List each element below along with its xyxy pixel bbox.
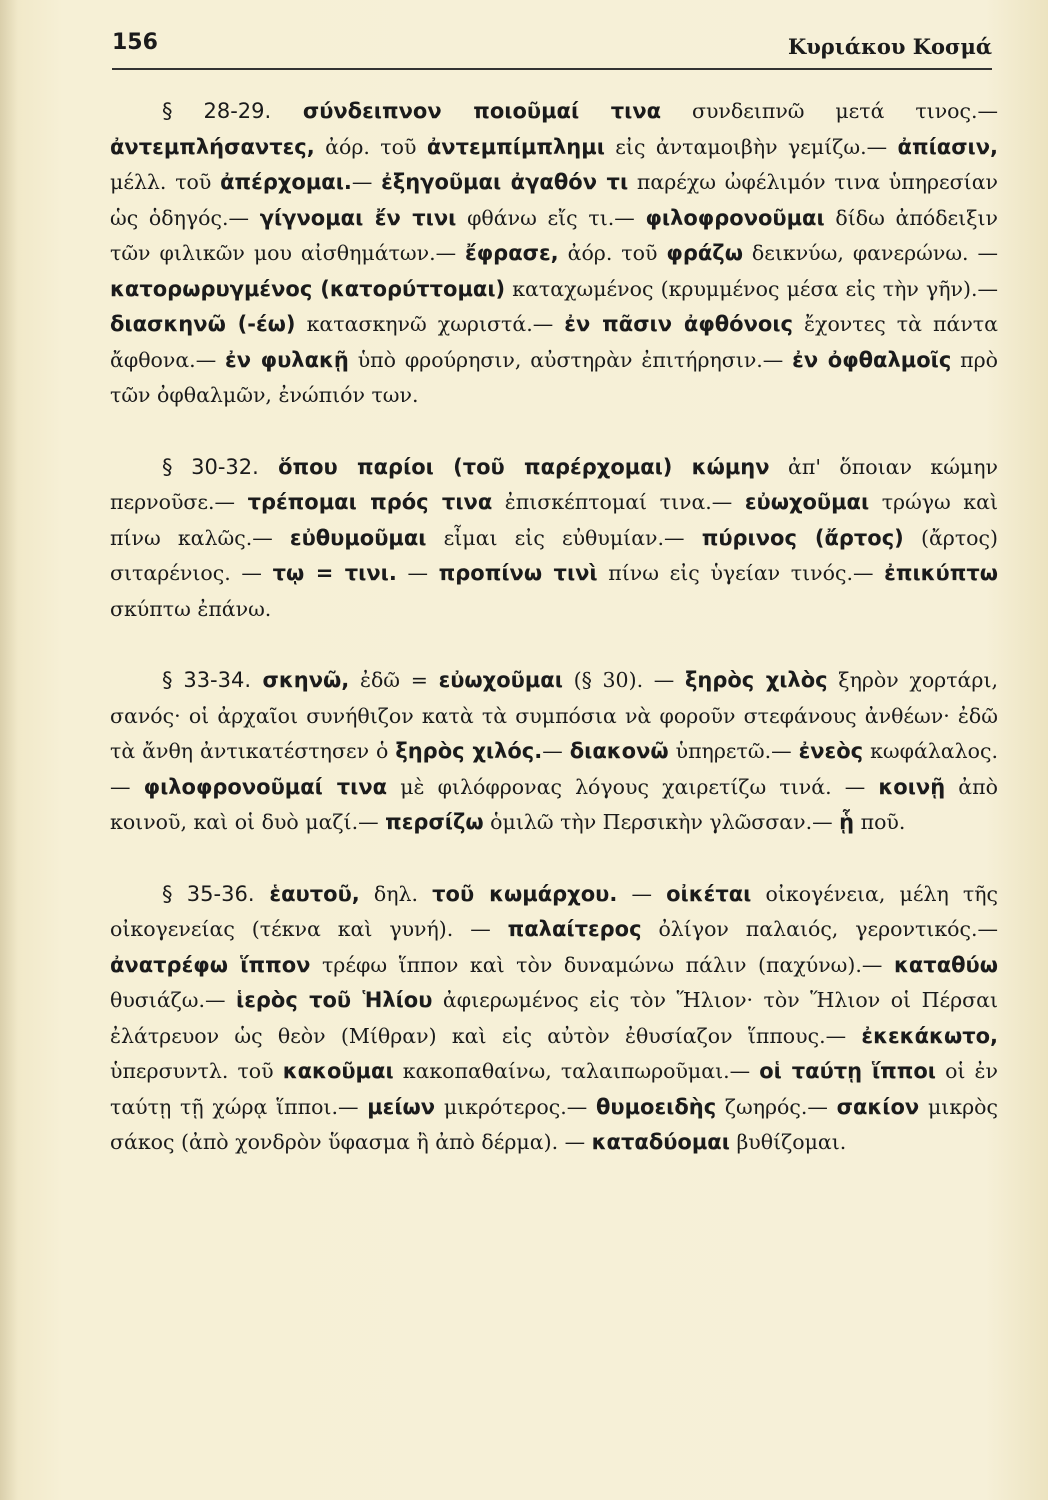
gloss-text: ὀλίγον παλαιός, γεροντικός.— <box>641 917 998 941</box>
gloss-text: ὑπὸ φρούρησιν, αὐστηρὰν ἐπιτήρησιν.— <box>348 347 793 372</box>
paragraph-28-29 <box>110 94 998 414</box>
gloss-text: μὲ φιλόφρονας λόγους χαιρετίζω τινά. — <box>387 774 879 799</box>
lemma-term: ξηρὸς χιλὸς <box>684 668 828 692</box>
gloss-text: μικρότερος.— <box>435 1094 596 1119</box>
lemma-term: φράζω <box>666 241 743 265</box>
lemma-term: ἐκεκάκωτο, <box>861 1023 998 1048</box>
lemma-term: σύνδειπνον ποιοῦμαί τινα <box>271 99 662 123</box>
gloss-text: πίνω εἰς ὑγείαν τινός.— <box>597 561 885 585</box>
lemma-term: οἰκέται <box>666 881 752 906</box>
lemma-term: ἔφρασε, <box>465 241 559 265</box>
gloss-text: ὑπηρετῶ.— <box>668 739 799 763</box>
gloss-text: τρέφω ἵππον καὶ τὸν δυναμώνω πάλιν (παχύνω).— <box>310 952 894 977</box>
lemma-term: ἐξηγοῦμαι ἀγαθόν τι <box>381 170 629 194</box>
lemma-term: παλαίτερος <box>507 917 642 941</box>
gloss-text: μικρὸς σάκος (ἀπὸ χονδρὸν ὕφασμα ἢ ἀπὸ δέρμα). — <box>110 1094 999 1154</box>
paragraph-35-36 <box>110 877 998 1161</box>
lemma-term: οἱ ταύτῃ ἵπποι <box>759 1059 936 1083</box>
gloss-text: ἀόρ. τοῦ <box>314 134 427 159</box>
gloss-text: ἐπισκέπτομαί τινα.— <box>492 490 745 514</box>
gloss-text: κακοπαθαίνω, ταλαιπωροῦμαι.— <box>393 1059 760 1083</box>
section-ref: § 35-36. <box>162 881 255 906</box>
gloss-text: — <box>351 170 382 194</box>
lemma-term: ἀντεμπίμπλημι <box>426 134 605 159</box>
lemma-term: κακοῦμαι <box>282 1059 394 1083</box>
lemma-term: ἐπικύπτω <box>884 561 999 585</box>
lemma-term: ᾗ <box>839 810 855 834</box>
gloss-text: ὁμιλῶ τὴν Περσικὴν γλῶσσαν.— <box>483 810 840 834</box>
lemma-term: ἀπίασιν, <box>897 134 999 159</box>
lemma-term: θυμοειδὴς <box>595 1094 717 1119</box>
gloss-text: ξηρὸν χορτάρι, σανός· οἱ ἀρχαῖοι συνήθιζον κατὰ τὰ συμπόσια νὰ φοροῦν στεφάνους ἀνθέων· ἐδῶ τὰ ἄνθη ἀντικατέστησεν ὁ <box>110 668 999 763</box>
lemma-term: κοινῇ <box>878 774 946 799</box>
gloss-text: εἶμαι εἰς εὐθυμίαν.— <box>426 525 702 550</box>
page-header <box>112 28 992 70</box>
lemma-term: σακίον <box>836 1094 920 1119</box>
lemma-term: φιλοφρονοῦμαί τινα <box>143 774 388 799</box>
gloss-text: — <box>396 561 439 585</box>
commentary-text <box>110 94 998 1161</box>
running-head: Κυριάκου Κοσμά <box>787 34 992 59</box>
gloss-text: οἰκογένεια, μέλη τῆς οἰκογενείας (τέκνα καὶ γυνή). — <box>110 881 998 941</box>
gloss-text: τρώγω καὶ πίνω καλῶς.— <box>110 490 998 550</box>
gloss-text: μέλλ. τοῦ <box>110 170 221 194</box>
lemma-term: προπίνω τινὶ <box>438 561 598 585</box>
gloss-text: ποῦ. <box>854 810 906 834</box>
gloss-text: κωφάλαλος. — <box>110 739 998 799</box>
gloss-text: δίδω ἀπόδειξιν τῶν φιλικῶν μου αἰσθημάτων.— <box>110 205 998 265</box>
gloss-text: δεικνύω, φανερώνω. — <box>742 241 999 265</box>
gloss-text: ἀπ' ὅποιαν κώμην περνοῦσε.— <box>110 454 998 514</box>
lemma-term: τῳ = τινι. <box>272 561 397 585</box>
lemma-term: καταδύομαι <box>591 1130 730 1154</box>
gloss-text: κατασκηνῶ χωριστά.— <box>295 312 565 336</box>
lemma-term: εὐθυμοῦμαι <box>289 525 427 550</box>
lemma-term: ὅπου παρίοι (τοῦ παρέρχομαι) κώμην <box>258 454 770 479</box>
gloss-text: οἱ ἐν ταύτῃ τῇ χώρᾳ ἵπποι.— <box>110 1059 999 1119</box>
lemma-term: εὐωχοῦμαι <box>438 668 563 692</box>
lemma-term: ἱερὸς τοῦ Ἡλίου <box>236 988 433 1012</box>
lemma-term: διασκηνῶ (-έω) <box>110 312 296 336</box>
lemma-term: περσίζω <box>385 810 484 834</box>
lemma-term: γίγνομαι ἔν τινι <box>259 205 457 230</box>
gloss-text: πρὸ τῶν ὀφθαλμῶν, ἐνώπιόν των. <box>110 347 998 407</box>
page-gutter-shadow <box>0 0 18 1500</box>
gloss-text: ἀπὸ κοινοῦ, καὶ οἱ δυὸ μαζί.— <box>110 774 998 834</box>
gloss-text: εἰς ἀνταμοιβὴν γεμίζω.— <box>604 134 898 159</box>
gloss-text: συνδειπνῶ μετά τινος.— <box>661 99 999 123</box>
paragraph-30-32 <box>110 450 998 628</box>
lemma-term: καταθύω <box>893 952 998 977</box>
gloss-text: ἀφιερωμένος εἰς τὸν Ἥλιον· τὸν Ἥλιον οἱ Πέρσαι ἐλάτρευον ὡς θεὸν (Μίθραν) καὶ εἰς αὐτὸν ἐθυσίαζον ἵππους.— <box>110 988 998 1048</box>
gloss-text: (ἄρτος) σιταρένιος. — <box>110 525 998 585</box>
page-number: 156 <box>112 30 158 55</box>
gloss-text: ὑπερσυντλ. τοῦ <box>110 1059 283 1083</box>
lemma-term: ἀντεμπλήσαντες, <box>110 134 315 159</box>
gloss-text: ζωηρός.— <box>716 1094 837 1119</box>
gloss-text: ἔχοντες τὰ πάντα ἄφθονα.— <box>110 312 998 372</box>
gloss-text: παρέχω ὠφέλιμόν τινα ὑπηρεσίαν ὡς ὁδηγός.— <box>110 170 999 230</box>
lemma-term: τοῦ κωμάρχου. <box>432 881 618 906</box>
gloss-text: σκύπτω ἐπάνω. <box>110 596 272 621</box>
section-ref: § 30-32. <box>162 454 259 479</box>
paragraph-33-34 <box>110 663 998 841</box>
lemma-term: φιλοφρονοῦμαι <box>645 205 825 230</box>
lemma-term: ἐν πᾶσιν ἀφθόνοις <box>564 312 793 336</box>
section-ref: § 33-34. <box>162 668 252 692</box>
gloss-text: δηλ. <box>359 881 433 906</box>
lemma-term: εὐωχοῦμαι <box>744 490 870 514</box>
lemma-term: μείων <box>367 1094 436 1119</box>
lemma-term: ἀνατρέφω ἵππον <box>110 952 311 977</box>
lemma-term: ἐνεὸς <box>798 739 864 763</box>
lemma-term: σκηνῶ, <box>251 668 350 692</box>
lemma-term: ἐν ὀφθαλμοῖς <box>792 347 952 372</box>
section-ref: § 28-29. <box>162 99 272 123</box>
lemma-term: διακονῶ <box>569 739 669 763</box>
lemma-term: ἀπέρχομαι. <box>220 170 352 194</box>
lemma-term: κατορωρυγμένος (κατορύττομαι) <box>110 276 506 301</box>
gloss-text: φθάνω εἴς τι.— <box>456 205 646 230</box>
gloss-text: — <box>542 739 570 763</box>
lemma-term: ἐν φυλακῇ <box>225 347 349 372</box>
gloss-text: ἀόρ. τοῦ <box>558 241 667 265</box>
lemma-term: τρέπομαι πρός τινα <box>247 490 493 514</box>
gloss-text: καταχωμένος (κρυμμένος μέσα εἰς τὴν γῆν).— <box>505 276 998 301</box>
gloss-text: θυσιάζω.— <box>110 988 237 1012</box>
gloss-text: (§ 30). — <box>562 668 685 692</box>
lemma-term: ξηρὸς χιλός. <box>395 739 543 763</box>
gloss-text: βυθίζομαι. <box>729 1130 847 1154</box>
lemma-term: πύρινος (ἄρτος) <box>701 525 904 550</box>
lemma-term: ἑαυτοῦ, <box>254 881 360 906</box>
gloss-text: — <box>617 881 667 906</box>
gloss-text: ἐδῶ = <box>349 668 439 692</box>
